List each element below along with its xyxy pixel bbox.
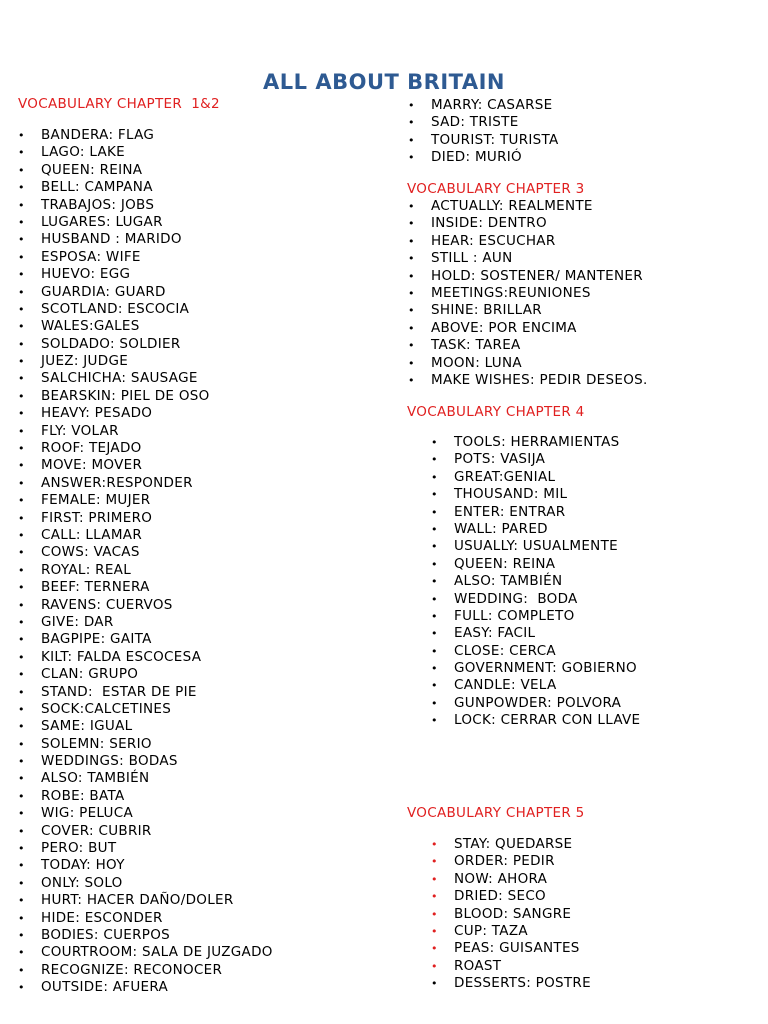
vocab-item: [18, 161, 273, 179]
vocab-item: [18, 387, 273, 405]
bullet-icon: •: [18, 163, 25, 177]
bullet-icon: •: [408, 217, 415, 231]
bullet-icon: •: [408, 286, 415, 300]
vocab-item: [18, 613, 273, 631]
vocab-text: GIVE: DAR: [41, 613, 114, 630]
vocab-item: [18, 857, 273, 874]
vocab-text: COURTROOM: SALA DE JUZGADO: [41, 944, 273, 961]
bullet-icon: •: [18, 407, 25, 421]
vocab-text: HEAVY: PESADO: [41, 405, 153, 422]
vocab-text: ORDER: PEDIR: [454, 853, 555, 870]
vocab-item: [18, 440, 273, 457]
bullet-icon: •: [431, 557, 438, 571]
bullet-icon: •: [18, 720, 25, 734]
vocab-item: [18, 805, 273, 822]
vocab-item: [18, 526, 273, 544]
vocab-text: MAKE WISHES: PEDIR DESEOS.: [431, 371, 648, 388]
vocab-item: [18, 718, 273, 735]
bullet-icon: •: [18, 876, 25, 890]
vocab-text: BELL: CAMPANA: [41, 179, 153, 196]
vocab-item: [18, 579, 273, 596]
bullet-icon: •: [18, 894, 25, 908]
bullet-icon: •: [408, 304, 415, 318]
vocab-text: ABOVE: POR ENCIMA: [431, 319, 577, 336]
vocab-item: [431, 590, 640, 608]
vocab-text: WEDDING: BODA: [454, 590, 578, 607]
vocab-text: CUP: TAZA: [454, 922, 528, 939]
vocab-text: ALSO: TAMBIÉN: [41, 770, 150, 787]
vocab-text: NOW: AHORA: [454, 870, 548, 887]
vocab-text: COVER: CUBRIR: [41, 822, 152, 839]
vocab-text: MOVE: MOVER: [41, 457, 143, 474]
vocab-text: INSIDE: DENTRO: [431, 215, 547, 232]
vocab-item: [431, 520, 640, 538]
vocab-text: TODAY: HOY: [41, 857, 125, 874]
bullet-icon: •: [18, 928, 25, 942]
vocab-item: [431, 538, 640, 555]
vocab-text: MARRY: CASARSE: [431, 97, 553, 113]
bullet-icon: •: [18, 859, 25, 873]
vocab-item: [18, 944, 273, 961]
vocab-item: [431, 905, 591, 923]
vocab-item: [408, 319, 648, 337]
bullet-icon: •: [18, 581, 25, 595]
vocab-item: [18, 127, 273, 144]
vocab-item: [18, 840, 273, 857]
bullet-icon: •: [431, 436, 438, 449]
vocab-text: SOCK:CALCETINES: [41, 700, 172, 717]
bullet-icon: •: [18, 476, 25, 490]
bullet-icon: •: [18, 511, 25, 525]
vocab-item: [408, 371, 648, 389]
bullet-icon: •: [431, 872, 438, 886]
bullet-icon: •: [431, 609, 438, 623]
bullet-icon: •: [18, 668, 25, 682]
vocab-text: WEDDINGS: BODAS: [41, 753, 178, 770]
vocab-text: WALL: PARED: [454, 520, 548, 537]
vocab-item: [18, 648, 273, 666]
vocab-item: [18, 474, 273, 492]
vocab-item: [431, 957, 591, 975]
vocab-text: EASY: FACIL: [454, 625, 536, 642]
vocab-item: [431, 660, 640, 677]
vocab-text: QUEEN: REINA: [41, 161, 143, 178]
vocab-item: [18, 179, 273, 196]
vocab-item: [431, 677, 640, 694]
bullet-icon: •: [431, 924, 438, 938]
vocab-text: TRABAJOS: JOBS: [41, 196, 155, 213]
bullet-icon: •: [18, 146, 25, 160]
vocab-text: SAD: TRISTE: [431, 114, 519, 131]
vocab-text: SOLDADO: SOLDIER: [41, 335, 181, 352]
vocab-text: HUEVO: EGG: [41, 266, 131, 283]
bullet-icon: •: [408, 234, 415, 248]
bullet-icon: •: [408, 116, 415, 130]
vocab-text: BEEF: TERNERA: [41, 579, 150, 596]
bullet-icon: •: [18, 233, 25, 247]
vocab-item: [18, 422, 273, 440]
vocab-item: [431, 607, 640, 625]
vocab-item: [431, 870, 591, 888]
vocab-item: [18, 370, 273, 387]
vocab-item: [18, 683, 273, 701]
bullet-icon: •: [18, 755, 25, 769]
vocab-text: ROOF: TEJADO: [41, 440, 142, 457]
vocab-item: [18, 300, 273, 318]
vocab-text: DIED: MURIÓ: [431, 149, 522, 166]
vocab-item: [408, 354, 648, 372]
vocab-text: PEAS: GUISANTES: [454, 940, 580, 957]
vocab-item: [431, 922, 591, 940]
vocab-item: [18, 544, 273, 561]
vocab-item: [18, 266, 273, 283]
bullet-icon: •: [431, 679, 438, 693]
bullet-icon: •: [408, 252, 415, 266]
bullet-icon: •: [431, 575, 438, 589]
vocab-item: [18, 509, 273, 527]
bullet-icon: •: [431, 540, 438, 554]
chapter-1-2-continued-list: [408, 97, 559, 167]
bullet-icon: •: [18, 685, 25, 699]
vocab-text: ANSWER:RESPONDER: [41, 474, 193, 491]
vocab-text: GUNPOWDER: POLVORA: [454, 694, 622, 711]
vocab-text: LUGARES: LUGAR: [41, 213, 163, 230]
vocab-item: [18, 213, 273, 231]
vocab-text: CLAN: GRUPO: [41, 666, 139, 683]
vocab-text: RAVENS: CUERVOS: [41, 596, 173, 613]
vocab-item: [18, 700, 273, 718]
vocab-text: STILL : AUN: [431, 250, 513, 267]
vocab-text: GOVERNMENT: GOBIERNO: [454, 660, 637, 677]
bullet-icon: •: [431, 505, 438, 519]
vocab-item: [18, 909, 273, 927]
bullet-icon: •: [18, 946, 25, 960]
vocab-item: [431, 642, 640, 660]
vocab-text: HIDE: ESCONDER: [41, 909, 163, 926]
vocab-item: [431, 694, 640, 712]
bullet-icon: •: [18, 842, 25, 856]
vocab-item: [431, 940, 591, 957]
page-title: ALL ABOUT BRITAIN: [263, 70, 505, 94]
vocab-text: THOUSAND: MIL: [454, 486, 568, 503]
vocab-text: GUARDIA: GUARD: [41, 283, 166, 300]
vocab-text: KILT: FALDA ESCOCESA: [41, 648, 202, 665]
bullet-icon: •: [18, 633, 25, 647]
vocab-item: [18, 596, 273, 614]
bullet-icon: •: [408, 269, 415, 283]
bullet-icon: •: [18, 285, 25, 299]
vocab-item: [18, 753, 273, 770]
vocab-item: [18, 979, 273, 996]
vocab-text: MEETINGS:REUNIONES: [431, 284, 591, 301]
bullet-icon: •: [431, 488, 438, 502]
vocab-text: FULL: COMPLETO: [454, 607, 575, 624]
bullet-icon: •: [18, 737, 25, 751]
vocab-text: ROBE: BATA: [41, 787, 125, 804]
vocab-text: ROAST: [454, 957, 502, 974]
vocab-text: BAGPIPE: GAITA: [41, 631, 152, 648]
vocab-item: [18, 666, 273, 683]
vocab-item: [18, 961, 273, 979]
vocab-text: LAGO: LAKE: [41, 144, 125, 161]
vocab-text: DESSERTS: POSTRE: [454, 975, 591, 992]
vocab-text: OUTSIDE: AFUERA: [41, 979, 169, 996]
vocab-text: COWS: VACAS: [41, 544, 140, 561]
vocab-item: [18, 735, 273, 753]
chapter-4-list: [431, 434, 641, 730]
vocab-text: ACTUALLY: REALMENTE: [431, 198, 593, 214]
bullet-icon: •: [18, 963, 25, 977]
vocab-item: [18, 196, 273, 214]
vocab-item: [431, 503, 640, 521]
vocab-text: WIG: PELUCA: [41, 805, 133, 822]
bullet-icon: •: [431, 627, 438, 641]
vocab-item: [431, 451, 640, 468]
bullet-icon: •: [431, 838, 438, 851]
chapter-1-2-list: [18, 127, 273, 997]
vocab-item: [431, 555, 640, 573]
vocab-item: [408, 149, 559, 166]
vocab-text: BODIES: CUERPOS: [41, 926, 171, 943]
vocab-text: WALES:GALES: [41, 318, 140, 335]
vocab-text: BLOOD: SANGRE: [454, 905, 572, 922]
vocab-item: [408, 337, 648, 354]
vocab-text: HURT: HACER DAÑO/DOLER: [41, 892, 234, 909]
vocab-text: TOOLS: HERRAMIENTAS: [454, 434, 620, 450]
vocab-item: [18, 248, 273, 266]
vocab-text: RECOGNIZE: RECONOCER: [41, 961, 223, 978]
vocab-item: [431, 853, 591, 870]
vocab-text: ENTER: ENTRAR: [454, 503, 566, 520]
bullet-icon: •: [408, 133, 415, 147]
vocab-item: [18, 631, 273, 648]
vocab-text: STAND: ESTAR DE PIE: [41, 683, 197, 700]
bullet-icon: •: [18, 598, 25, 612]
vocab-text: CALL: LLAMAR: [41, 526, 142, 543]
vocab-text: USUALLY: USUALMENTE: [454, 538, 618, 555]
vocab-text: FLY: VOLAR: [41, 422, 119, 439]
vocab-item: [18, 231, 273, 248]
bullet-icon: •: [431, 644, 438, 658]
vocab-item: [408, 232, 648, 250]
vocab-text: HEAR: ESCUCHAR: [431, 232, 556, 249]
vocab-item: [431, 888, 591, 905]
bullet-icon: •: [431, 977, 438, 991]
vocab-text: ESPOSA: WIFE: [41, 248, 141, 265]
vocab-text: TASK: TAREA: [431, 337, 521, 354]
bullet-icon: •: [408, 321, 415, 335]
chapter-4-heading: VOCABULARY CHAPTER 4: [407, 404, 585, 420]
chapter-5-heading: VOCABULARY CHAPTER 5: [407, 805, 585, 821]
vocab-text: CANDLE: VELA: [454, 677, 557, 694]
bullet-icon: •: [18, 355, 25, 369]
vocab-item: [18, 283, 273, 301]
bullet-icon: •: [431, 662, 438, 676]
bullet-icon: •: [408, 151, 415, 165]
vocab-text: POTS: VASIJA: [454, 451, 546, 468]
vocab-item: [408, 198, 648, 215]
bullet-icon: •: [18, 181, 25, 195]
vocab-item: [431, 468, 640, 486]
bullet-icon: •: [431, 714, 438, 728]
vocab-text: HOLD: SOSTENER/ MANTENER: [431, 267, 643, 284]
bullet-icon: •: [18, 372, 25, 386]
bullet-icon: •: [431, 453, 438, 467]
bullet-icon: •: [18, 129, 25, 142]
vocab-text: ALSO: TAMBIÉN: [454, 573, 563, 590]
vocab-item: [408, 131, 559, 149]
vocab-item: [18, 926, 273, 944]
vocab-text: GREAT:GENIAL: [454, 468, 556, 485]
vocab-item: [431, 625, 640, 642]
vocab-text: QUEEN: REINA: [454, 555, 556, 572]
bullet-icon: •: [408, 356, 415, 370]
vocab-text: FIRST: PRIMERO: [41, 509, 153, 526]
bullet-icon: •: [408, 200, 415, 213]
bullet-icon: •: [18, 772, 25, 786]
vocab-item: [18, 874, 273, 892]
bullet-icon: •: [18, 302, 25, 316]
vocab-item: [408, 267, 648, 285]
vocab-item: [18, 353, 273, 370]
vocab-item: [408, 250, 648, 267]
vocab-text: BANDERA: FLAG: [41, 127, 155, 143]
bullet-icon: •: [18, 268, 25, 282]
vocab-text: SALCHICHA: SAUSAGE: [41, 370, 198, 387]
bullet-icon: •: [431, 907, 438, 921]
vocab-text: SAME: IGUAL: [41, 718, 133, 735]
bullet-icon: •: [18, 389, 25, 403]
bullet-icon: •: [18, 320, 25, 334]
bullet-icon: •: [18, 615, 25, 629]
bullet-icon: •: [18, 494, 25, 508]
bullet-icon: •: [18, 789, 25, 803]
vocab-text: TOURIST: TURISTA: [431, 131, 559, 148]
vocab-text: BEARSKIN: PIEL DE OSO: [41, 387, 210, 404]
vocab-item: [18, 492, 273, 509]
chapter-1-2-heading: VOCABULARY CHAPTER 1&2: [18, 96, 220, 112]
vocab-text: SHINE: BRILLAR: [431, 302, 542, 319]
vocab-text: FEMALE: MUJER: [41, 492, 151, 509]
bullet-icon: •: [431, 959, 438, 973]
vocab-text: MOON: LUNA: [431, 354, 522, 371]
bullet-icon: •: [431, 855, 438, 869]
vocab-item: [408, 97, 559, 114]
vocab-item: [431, 486, 640, 503]
chapter-3-list: [408, 198, 648, 389]
vocab-item: [431, 975, 591, 992]
bullet-icon: •: [18, 911, 25, 925]
bullet-icon: •: [18, 702, 25, 716]
vocab-item: [18, 892, 273, 909]
bullet-icon: •: [18, 528, 25, 542]
bullet-icon: •: [18, 459, 25, 473]
bullet-icon: •: [18, 198, 25, 212]
vocab-text: LOCK: CERRAR CON LLAVE: [454, 712, 641, 729]
vocab-item: [408, 114, 559, 131]
bullet-icon: •: [431, 592, 438, 606]
vocab-item: [408, 284, 648, 302]
vocab-item: [18, 770, 273, 787]
vocab-item: [18, 787, 273, 805]
bullet-icon: •: [408, 99, 415, 112]
vocab-item: [18, 335, 273, 353]
vocab-text: CLOSE: CERCA: [454, 642, 556, 659]
vocab-item: [18, 561, 273, 579]
bullet-icon: •: [431, 522, 438, 536]
vocab-item: [431, 573, 640, 590]
bullet-icon: •: [408, 339, 415, 353]
vocab-item: [431, 836, 591, 853]
vocab-item: [18, 405, 273, 422]
chapter-5-list: [431, 836, 591, 993]
bullet-icon: •: [18, 563, 25, 577]
bullet-icon: •: [18, 981, 25, 995]
vocab-item: [18, 822, 273, 840]
vocab-item: [408, 215, 648, 232]
bullet-icon: •: [408, 373, 415, 387]
bullet-icon: •: [431, 890, 438, 904]
bullet-icon: •: [18, 650, 25, 664]
vocab-item: [18, 318, 273, 335]
vocab-text: HUSBAND : MARIDO: [41, 231, 182, 248]
bullet-icon: •: [18, 546, 25, 560]
bullet-icon: •: [431, 942, 438, 956]
vocab-text: SCOTLAND: ESCOCIA: [41, 300, 190, 317]
vocab-item: [431, 712, 641, 729]
vocab-text: STAY: QUEDARSE: [454, 836, 573, 852]
vocab-text: SOLEMN: SERIO: [41, 735, 152, 752]
vocab-item: [431, 434, 640, 451]
bullet-icon: •: [18, 442, 25, 456]
vocab-text: ROYAL: REAL: [41, 561, 132, 578]
vocab-text: PERO: BUT: [41, 840, 117, 857]
bullet-icon: •: [18, 250, 25, 264]
vocab-text: DRIED: SECO: [454, 888, 546, 905]
bullet-icon: •: [18, 824, 25, 838]
bullet-icon: •: [18, 215, 25, 229]
bullet-icon: •: [18, 337, 25, 351]
vocab-text: JUEZ: JUDGE: [41, 353, 129, 370]
vocab-item: [18, 144, 273, 161]
bullet-icon: •: [18, 424, 25, 438]
vocab-text: ONLY: SOLO: [41, 874, 123, 891]
bullet-icon: •: [431, 696, 438, 710]
bullet-icon: •: [431, 470, 438, 484]
vocab-item: [18, 457, 273, 474]
bullet-icon: •: [18, 807, 25, 821]
chapter-3-heading: VOCABULARY CHAPTER 3: [407, 181, 585, 197]
vocab-item: [408, 302, 648, 319]
